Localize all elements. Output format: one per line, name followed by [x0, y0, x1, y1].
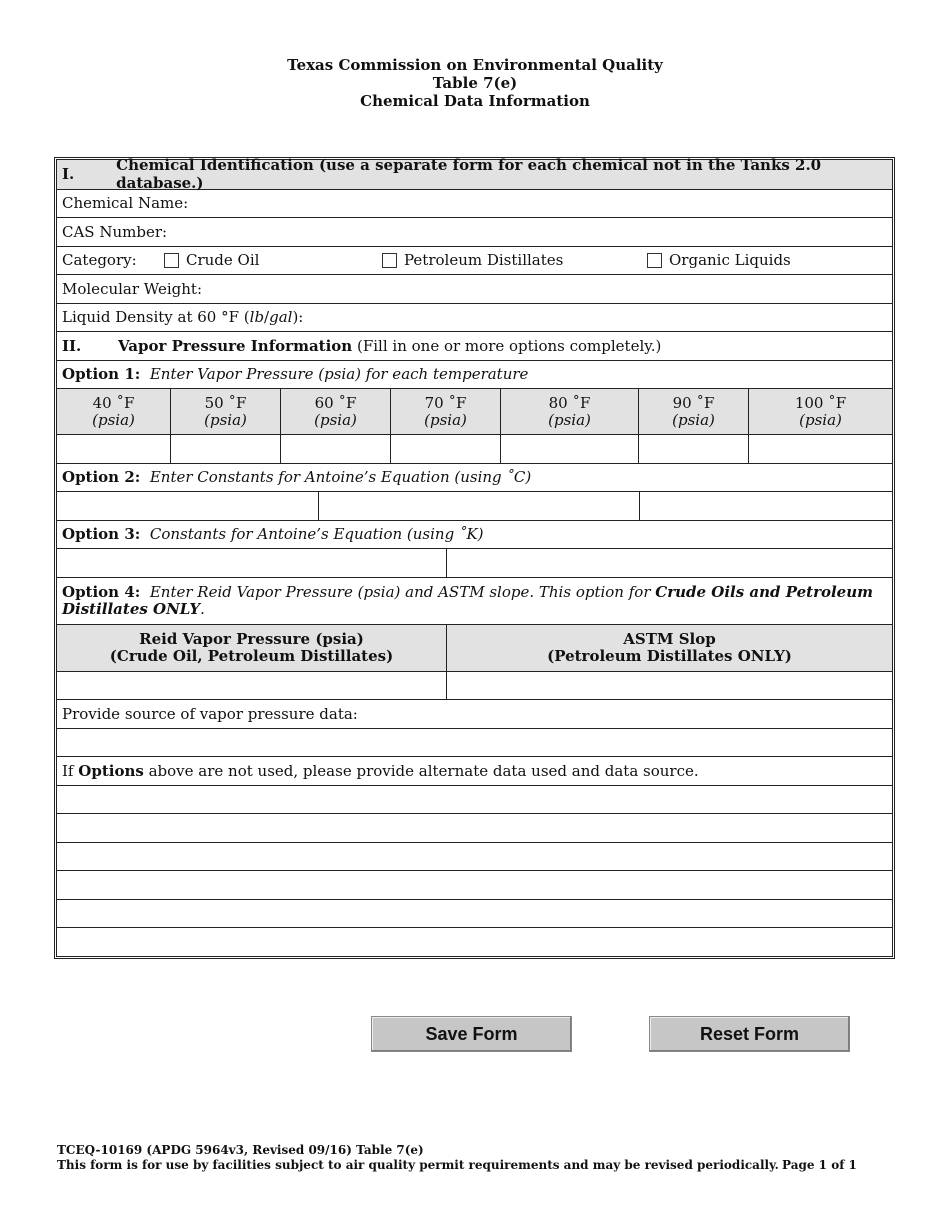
category-petroleum-distillates[interactable]	[382, 251, 647, 269]
astm-header: ASTM Slop (Petroleum Distillates ONLY)	[446, 625, 892, 671]
petroleum-distillates-label: Petroleum Distillates	[404, 251, 564, 270]
section-2-number: II.	[62, 336, 82, 355]
crude-oil-label: Crude Oil	[186, 251, 260, 270]
reset-form-button[interactable]: Reset Form	[649, 1016, 850, 1052]
page-number: Page 1 of 1	[782, 1158, 857, 1172]
option-2-label: Option 2:	[62, 468, 141, 487]
vp-60-input[interactable]	[280, 435, 390, 463]
vp-40-input[interactable]	[57, 435, 170, 463]
option-4-inputs	[57, 671, 892, 700]
section-1-number: I.	[62, 165, 75, 184]
option-1-label: Option 1:	[62, 365, 141, 384]
cas-number-label: CAS Number:	[62, 222, 168, 241]
antoine-c-a-input[interactable]	[57, 492, 318, 520]
temp-header-80: 80 ˚F (psia)	[500, 389, 638, 434]
molecular-weight-field[interactable]	[57, 274, 892, 303]
vp-50-input[interactable]	[170, 435, 280, 463]
agency-title: Texas Commission on Environmental Quality	[287, 56, 663, 74]
rvp-input[interactable]	[57, 672, 446, 700]
section-2-note: (Fill in one or more options completely.)	[356, 336, 662, 355]
option-4-description	[62, 584, 887, 618]
option-1-text: Enter Vapor Pressure (psia) for each temperature	[149, 365, 529, 384]
temperature-inputs	[57, 434, 892, 463]
form-id: TCEQ-10169 (APDG 5964v3, Revised 09/16) Table 7(e)	[57, 1143, 424, 1157]
alternate-label: If Options above are not used, please provide alternate data used and data source.	[62, 761, 699, 780]
alternate-data-line-4[interactable]	[57, 870, 892, 899]
option-4-end: .	[200, 599, 205, 618]
temperature-headers	[57, 388, 892, 434]
antoine-k-b-input[interactable]	[446, 549, 892, 577]
option-4-text: Enter Reid Vapor Pressure (psia) and ASTM slope. This option for	[149, 582, 651, 601]
option-3-header	[57, 520, 892, 549]
alternate-data-line-3[interactable]	[57, 842, 892, 871]
alternate-label-row	[57, 756, 892, 785]
option-3-inputs	[57, 548, 892, 577]
organic-liquids-label: Organic Liquids	[669, 251, 791, 270]
option-4-label: Option 4:	[62, 582, 141, 601]
source-label-row	[57, 699, 892, 728]
footer-notice: This form is for use by facilities subject to air quality permit requirements and may be revised periodically.	[57, 1158, 779, 1172]
vp-100-input[interactable]	[748, 435, 892, 463]
section-1-title: Chemical Identification (use a separate form for each chemical not in the Tanks 2.0 database.)	[116, 156, 822, 193]
vp-90-input[interactable]	[638, 435, 748, 463]
temp-header-60: 60 ˚F (psia)	[280, 389, 390, 434]
crude-oil-checkbox[interactable]	[164, 253, 179, 268]
alternate-data-line-1[interactable]	[57, 785, 892, 814]
temp-header-90: 90 ˚F (psia)	[638, 389, 748, 434]
table-number: Table 7(e)	[432, 74, 518, 92]
section-2-title: Vapor Pressure Information	[118, 336, 353, 355]
option-4-headers	[57, 624, 892, 671]
liquid-density-field[interactable]	[57, 303, 892, 332]
vp-70-input[interactable]	[390, 435, 500, 463]
source-input[interactable]	[57, 728, 892, 757]
option-3-label: Option 3:	[62, 525, 141, 544]
footer	[57, 1143, 779, 1173]
option-2-inputs	[57, 491, 892, 520]
option-4-bold: Crude Oils and Petroleum Distillates ONLY	[62, 582, 874, 618]
alternate-data-line-5[interactable]	[57, 899, 892, 928]
option-2-text: Enter Constants for Antoine’s Equation (using ˚C)	[149, 468, 532, 487]
antoine-c-b-input[interactable]	[318, 492, 639, 520]
category-row	[57, 246, 892, 275]
option-4-header	[57, 577, 892, 624]
form-title: Chemical Data Information	[360, 92, 590, 110]
chemical-name-label: Chemical Name:	[62, 194, 189, 213]
section-1-header	[57, 156, 892, 193]
antoine-k-a-input[interactable]	[57, 549, 446, 577]
alternate-data-line-6[interactable]	[57, 927, 892, 956]
astm-slope-input[interactable]	[446, 672, 892, 700]
category-organic-liquids[interactable]	[647, 251, 791, 269]
liquid-density-label: Liquid Density at 60 °F (lb/gal):	[62, 308, 304, 327]
organic-liquids-checkbox[interactable]	[647, 253, 662, 268]
page-header	[0, 56, 950, 110]
vp-80-input[interactable]	[500, 435, 638, 463]
antoine-c-c-input[interactable]	[639, 492, 892, 520]
option-1-header	[57, 360, 892, 389]
alternate-data-line-2[interactable]	[57, 813, 892, 842]
source-label: Provide source of vapor pressure data:	[62, 704, 358, 723]
section-2-header	[57, 331, 892, 360]
chemical-data-form	[54, 157, 895, 959]
option-2-header	[57, 463, 892, 492]
temp-header-70: 70 ˚F (psia)	[390, 389, 500, 434]
temp-header-100: 100 ˚F (psia)	[748, 389, 892, 434]
temp-header-50: 50 ˚F (psia)	[170, 389, 280, 434]
petroleum-distillates-checkbox[interactable]	[382, 253, 397, 268]
category-crude-oil[interactable]	[164, 251, 382, 269]
save-form-button[interactable]: Save Form	[371, 1016, 572, 1052]
temp-header-40: 40 ˚F (psia)	[92, 393, 135, 429]
molecular-weight-label: Molecular Weight:	[62, 279, 203, 298]
option-3-text: Constants for Antoine’s Equation (using ˚K)	[149, 525, 484, 544]
chemical-name-field[interactable]	[57, 189, 892, 218]
rvp-header: Reid Vapor Pressure (psia) (Crude Oil, Petroleum Distillates)	[109, 629, 394, 665]
cas-number-field[interactable]	[57, 217, 892, 246]
category-label: Category:	[62, 251, 137, 270]
